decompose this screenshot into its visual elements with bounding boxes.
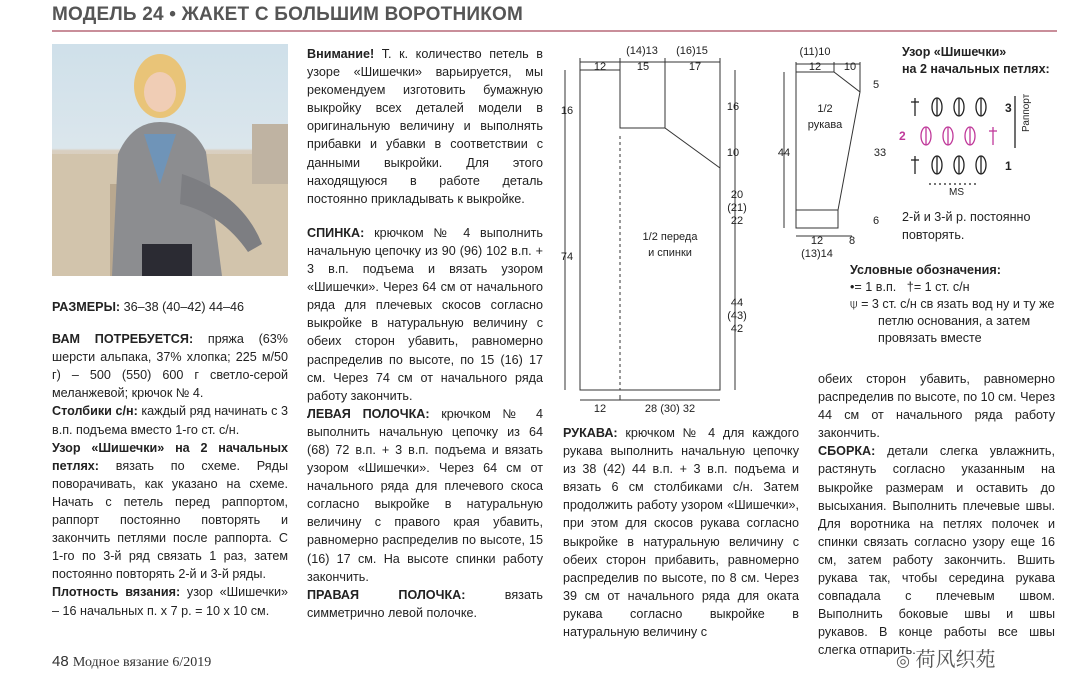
dc-text: каждый ряд начинать с 3 в.п. подъема вместо 1-го ст. с/н. — [52, 404, 288, 437]
right-front-text: вязать симметрично левой полочке. — [307, 587, 543, 620]
warning-text: Т. к. количество петель в узоре «Шишечки» варьируется, мы рекомендуем изготовить бумажную выкройку всех деталей модели в оригинальную величину и выполнять прибавки и убавки в соответствии с данными выкройки. Для этого находящуюся в работе деталь постоянно прикладывать к выкройке. — [307, 47, 543, 206]
sleeve-right-b: 33 — [873, 147, 887, 159]
sleeve-label-1: 1/2 — [817, 103, 833, 115]
body-left-b: 74 — [560, 251, 574, 263]
sleeve-text: крючком № 4 для каждого рукава выполнить начальную цепочку из 38 (42) 44 в.п. + 3 в.п. подъема и вязать 6 см столбиками с/н. Затем продолжить работу узором «Шишечки», при этом для скосов рукава согласно выкройке в натуральную величину с обеих сторон прибавить, равномерно распределив по высоте, по 8 см. Через 39 см от начального ряда для оката рукава согласно выкройке в натуральную величину с — [563, 426, 799, 640]
crochet-chart — [899, 88, 1055, 198]
chart-note-1: 2-й и 3-й р. постоянно — [902, 210, 1031, 224]
body-right-b: 10 — [726, 147, 740, 159]
left-front-label: ЛЕВАЯ ПОЛОЧКА: — [307, 406, 430, 421]
watermark-text: 荷风织苑 — [915, 649, 996, 671]
watermark — [896, 643, 996, 672]
sleeve-right-a: 5 — [872, 79, 880, 91]
right-front-label: ПРАВАЯ ПОЛОЧКА: — [307, 587, 466, 602]
row-label-1: 1 — [1005, 159, 1012, 173]
dc-icon: † — [906, 280, 914, 294]
model-photo-illustration — [52, 44, 288, 276]
body-right-f: 44 — [730, 297, 744, 309]
body-right-g: (43) — [727, 310, 747, 322]
chart-title-1: Узор «Шишечки» — [902, 45, 1007, 59]
legend-cluster-2: петлю основания, а затем — [878, 314, 1031, 328]
sleeve-label-2: рукава — [807, 119, 843, 131]
left-column — [52, 298, 288, 620]
sleeve-label: РУКАВА: — [563, 426, 618, 440]
chart-title-2: на 2 начальных петлях: — [902, 62, 1050, 76]
legend-title: Условные обозначения: — [850, 263, 1001, 277]
assembly-label: СБОРКА: — [818, 444, 876, 459]
body-right-d: (21) — [727, 202, 747, 214]
chart-note-2: повторять. — [902, 228, 965, 242]
left-front-text: крючком № 4 выполнить начальную цепочку из 64 (68) 72 в.п. + 3 в.п. подъема и вязать узором «Шишечки». Через 64 см от начального ряда для плечевого скоса согласно выкройке в натуральную величину с правого края убавить, равномерно распределив по высоте, 15 (16) 17 см. На высоте спинки работу закончить. — [307, 406, 543, 584]
body-label-1: 1/2 переда — [642, 231, 698, 243]
body-left-a: 16 — [560, 105, 574, 117]
body-outline — [580, 70, 720, 390]
sleeve-top-b: 12 — [808, 61, 822, 73]
legend-dc: = 1 ст. с/н — [913, 280, 970, 294]
body-label-2: и спинки — [648, 247, 692, 259]
sleeve-top-a: (11)10 — [799, 46, 831, 58]
model-photo — [52, 44, 288, 276]
sleeve-right-c: 6 — [872, 215, 880, 227]
rapport-label: Раппорт — [1021, 93, 1032, 132]
back-label: СПИНКА: — [307, 225, 365, 240]
body-right-c: 20 — [730, 189, 744, 201]
chart-note — [902, 208, 1030, 244]
title-rule — [52, 30, 1057, 32]
body-top2-b: 15 — [636, 61, 650, 73]
row-label-2: 2 — [899, 129, 906, 143]
legend — [850, 262, 1060, 347]
body-right-a: 16 — [726, 101, 740, 113]
pattern-label: Узор «Шишечки» на 2 начальных петлях: — [52, 440, 288, 473]
sleeve-schematic — [770, 40, 895, 265]
dc-label: Столбики с/н: — [52, 404, 138, 419]
right-column — [818, 370, 1055, 660]
chain-icon: • — [850, 280, 855, 294]
row-1 — [911, 156, 986, 174]
back-text: крючком № 4 выполнить начальную цепочку из 90 (96) 102 в.п. + 3 в.п. подъема и вязать узором «Шишечки». Через 64 см от начального ряда для плечевых скосов согласно выкройке в натуральную величину с обеих сторон убавить, равномерно распределив по высоте, по 15 (16) 17 см. Через 74 см от начального ряда работу закончить. — [307, 225, 543, 403]
density-text: узор «Шишечки» – 16 начальных п. х 7 р. = 10 х 10 см. — [52, 585, 288, 618]
wechat-icon: ◎ — [896, 653, 910, 670]
footer — [52, 653, 211, 671]
sleeve-bottom-b: 8 — [848, 235, 856, 247]
cluster-icon: ⍦ — [850, 297, 858, 311]
row-label-3: 3 — [1005, 101, 1012, 115]
body-top-b: (16)15 — [676, 45, 708, 57]
sleeve-bottom-a: 12 — [810, 235, 824, 247]
warning-label: Внимание! — [307, 47, 375, 61]
body-right-e: 22 — [730, 215, 744, 227]
body-bottom-a: 12 — [593, 403, 607, 415]
body-top2-c: 17 — [688, 61, 702, 73]
sleeve-column — [563, 424, 799, 641]
legend-cluster: = 3 ст. с/н св язать вод ну и ту же — [861, 297, 1055, 311]
chart-title — [902, 44, 1050, 78]
body-top-a: (14)13 — [626, 45, 658, 57]
sleeve-outline — [796, 72, 860, 228]
ms-label: MS — [949, 187, 964, 198]
page-number: 48 — [52, 653, 69, 670]
sizes-text: 36–38 (40–42) 44–46 — [120, 300, 245, 314]
sleeve-top-c: 10 — [843, 61, 857, 73]
body-bottom-b: 28 (30) 32 — [644, 403, 696, 415]
need-text: пряжа (63% шерсти альпака, 37% хлопка; 225 м/50 г) – 500 (550) 600 г светло-серой меланжевой; крючок № 4. — [52, 332, 288, 401]
row-2 — [921, 127, 997, 145]
need-label: ВАМ ПОТРЕБУЕТСЯ: — [52, 332, 194, 347]
density-label: Плотность вязания: — [52, 585, 181, 600]
sleeve-left: 44 — [777, 147, 791, 159]
legend-cluster-3: провязать вместе — [878, 331, 982, 345]
sizes-label: РАЗМЕРЫ: — [52, 300, 121, 314]
magazine-name: Модное вязание 6/2019 — [72, 655, 212, 670]
row-3 — [911, 98, 986, 116]
body-right-h: 42 — [730, 323, 744, 335]
page-title: МОДЕЛЬ 24 • ЖАКЕТ С БОЛЬШИМ ВОРОТНИКОМ — [52, 4, 524, 25]
body-top2-a: 12 — [593, 61, 607, 73]
pattern-text: вязать по схеме. Ряды поворачивать, как указано на схеме. Начать с петель перед раппортом, раппорт постоянно повторять и закончить петлями после раппорта. С 1-го по 3-й ряд связать 1 раз, затем постоянно повторять 2-й и 3-й ряды. — [52, 458, 288, 582]
middle-column — [307, 45, 543, 622]
assembly-text: детали слегка увлажнить, растянуть согласно указанным на выкройке размерам и оставить до высыхания. Выполнить плечевые швы. Для воротника на петлях полочек и спинки связать согласно узору еще 16 см, затем работу закончить. Вшить рукава так, чтобы середина рукава совпадала с плечевым швом. Выполнить боковые швы и швы рукавов. В конце работы все швы слегка отпарить. — [818, 444, 1055, 658]
legend-chain: = 1 в.п. — [854, 280, 897, 294]
sleeve-bottom-c: (13)14 — [801, 248, 833, 260]
body-schematic — [555, 40, 755, 420]
sleeve-continuation: обеих сторон убавить, равномерно распределив по высоте, по 10 см. Через 44 см от начального ряда работу закончить. — [818, 372, 1055, 441]
